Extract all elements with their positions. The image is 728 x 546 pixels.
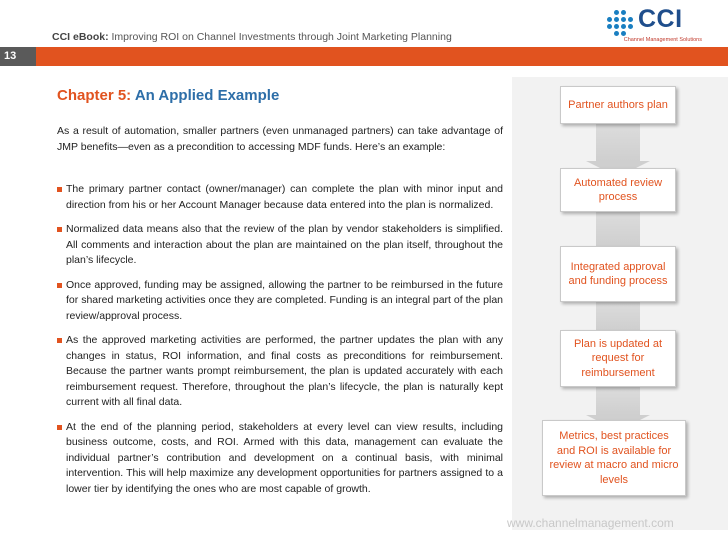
bullet-item: At the end of the planning period, stakeholders at every level can view results, including business outcome, costs, and ROI. Armed with this data, management can evaluate the individual partner’s contribution and development on a continual basis, with minimal intervention. This will help maximize any development opportunities for partners assigned to a lower tier by identifying the ones who are most capable of growth. [57,420,503,498]
logo-subtitle: Channel Management Solutions [623,37,702,43]
ebook-header [52,31,452,43]
chapter-heading [57,87,279,104]
bullet-item: As the approved marketing activities are performed, the partner updates the plan with any changes in status, ROI information, and final costs as preconditions for reimbursement. Because the partner wants prompt reimbursement, the plan is updated accurately with each reimbursement request. Therefore, throughout the plan’s lifecycle, the plan is naturally kept current with all final data. [57,333,503,411]
ebook-label: CCI eBook: [52,31,109,43]
flow-arrow [596,302,640,330]
flow-step-metrics: Metrics, best practices and ROI is available for review at macro and micro levels [542,420,686,496]
flow-step-plan-updated: Plan is updated at request for reimbursement [560,330,676,387]
bullet-item: Once approved, funding may be assigned, allowing the partner to be reimbursed in the future for shared marketing activities once they are completed. Funding is an integral part of the plan review/approval process. [57,278,503,325]
flow-step-partner-authors: Partner authors plan [560,86,676,124]
page-number: 13 [4,50,17,62]
footer-url: www.channelmanagement.com [507,516,674,530]
logo-text: CCI [638,5,683,33]
bullet-item: The primary partner contact (owner/manager) can complete the plan with minor input and direction from his or her Account Manager because data entered into the plan is normalized. [57,182,503,213]
flow-arrow [596,124,640,161]
intro-paragraph: As a result of automation, smaller partners (even unmanaged partners) can take advantage of JMP benefits—even as a precondition to accessing MDF funds. Here’s an example: [57,125,503,153]
ebook-title: Improving ROI on Channel Investments through Joint Marketing Planning [111,31,452,43]
chapter-label: Chapter 5: [57,87,132,104]
flow-step-automated-review: Automated review process [560,168,676,212]
flow-arrow [596,387,640,415]
header-bar [0,47,728,66]
chapter-title: An Applied Example [134,87,280,104]
flow-step-integrated-approval: Integrated approval and funding process [560,246,676,302]
flow-arrow [596,212,640,246]
bullet-list [57,182,503,506]
cci-logo [606,5,702,48]
logo-dots-icon [606,10,634,36]
bullet-item: Normalized data means also that the review of the plan by vendor stakeholders is simplified. All comments and interaction about the plan are maintained on the plan itself, throughout the plan’s lifecycle. [57,222,503,269]
